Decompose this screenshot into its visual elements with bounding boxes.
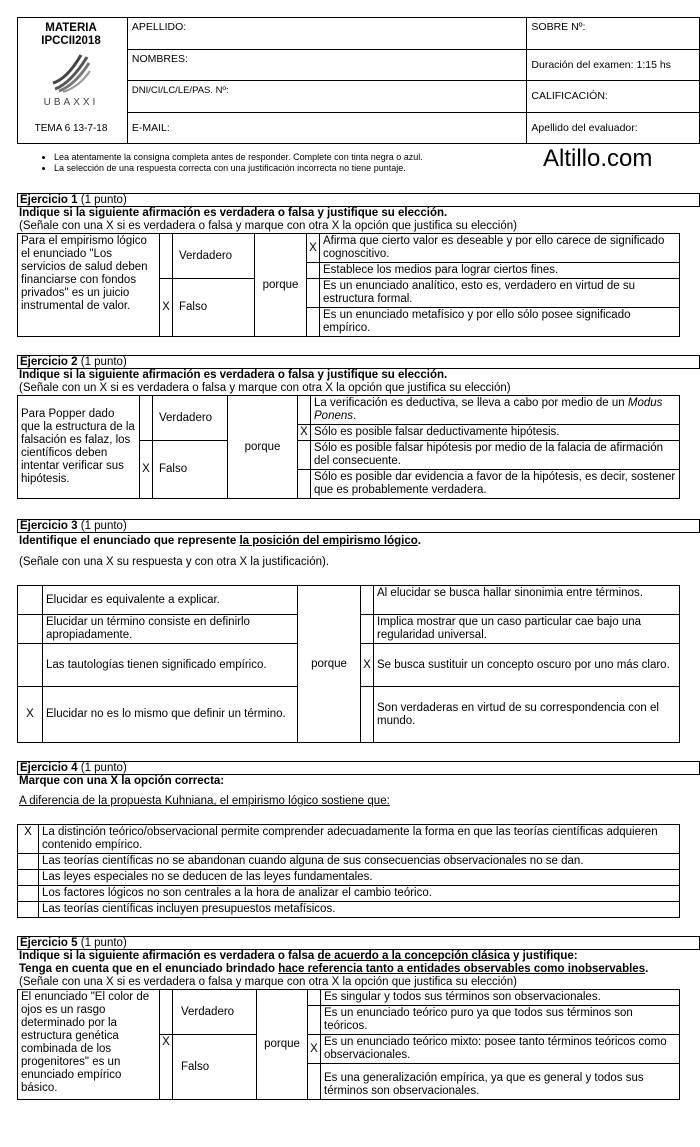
exercise-title [17,936,700,950]
false-label: Falso [153,441,228,499]
exercise-points: (1 punto) [77,194,127,206]
option-text: Sólo es posible falsar hipótesis por medio de la falacia de afirmación del consecuente. [311,441,680,470]
exercise-prompt: A diferencia de la propuesta Kuhniana, el empirismo lógico sostiene que: [19,795,390,807]
exercise-title-label: Ejercicio 1 [20,194,78,206]
nombres-field[interactable]: NOMBRES: [127,50,527,81]
left-mark[interactable] [18,644,43,687]
option-mark[interactable] [18,854,39,870]
option-mark[interactable]: X [298,425,311,441]
apellido-field[interactable]: APELLIDO: [127,18,527,50]
exercise-question: Indique si la siguiente afirmación es verdadera o falsa y justifique su elección. [19,207,448,219]
right-mark[interactable] [361,687,374,743]
option-text: Sólo es posible falsar deductivamente hipótesis. [311,425,680,441]
answer-table [17,585,680,743]
duration-label: Duración del examen: 1:15 hs [527,50,700,81]
option-text: Las teorías científicas no se abandonan cuando alguna de sus consecuencias observacionales no se dan. [39,854,680,870]
option-mark[interactable] [18,886,39,902]
exercise-title-label: Ejercicio 3 [20,520,78,532]
porque-label: porque [228,396,298,499]
option-mark[interactable] [307,263,320,279]
email-field[interactable]: E-MAIL: [127,113,527,144]
exercise-note [17,963,700,976]
ubaxxi-logo-icon [51,53,91,93]
note-part: Tenga en cuenta que en el enunciado brindado [19,963,279,975]
exercise-title [17,355,700,369]
right-option-text: Implica mostrar que un caso particular cae bajo una regularidad universal. [374,615,680,644]
right-option-text: Se busca sustituir un concepto oscuro por uno más claro. [374,644,680,687]
left-mark[interactable] [18,586,43,615]
true-mark[interactable] [160,990,173,1035]
option-text: Las teorías científicas incluyen presupuestos metafísicos. [39,902,680,918]
exercise-points: (1 punto) [77,520,127,532]
true-mark[interactable] [160,234,173,279]
option-text: La distinción teórico/observacional permite comprender adecuadamente la forma en que las teorías científicas adquieren contenido empírico. [39,825,680,854]
question-part: y justifique: [509,950,578,962]
left-option-text: Elucidar un término consiste en definirlo apropiadamente. [43,615,298,644]
option-mark[interactable] [307,279,320,308]
exercise-title [17,519,700,533]
subject-label: MATERIA [45,22,97,34]
right-option-text: Al elucidar se busca hallar sinonimia entre términos. [374,586,680,615]
option-mark[interactable]: X [18,825,39,854]
statement-cell: Para Popper dado que la estructura de la falsación es falaz, los científicos deben intentar verificar sus hipótesis. [18,396,140,499]
option-mark[interactable] [307,308,320,337]
option-mark[interactable] [18,870,39,886]
note-underlined: hace referencia tanto a entidades observables como inobservables [278,963,646,975]
exercise-instruction: (Señale con una X si es verdadera o falsa y marque con otra X la opción que justifica su elección) [19,220,517,232]
right-option-text: Son verdaderas en virtud de su correspondencia con el mundo. [374,687,680,743]
calificacion-field[interactable]: CALIFICACIÓN: [527,81,700,113]
option-text: Los factores lógicos no son centrales a la hora de analizar el cambio teórico. [39,886,680,902]
exercise-5 [17,936,700,1100]
true-label: Verdadero [173,234,255,279]
option-text: Afirma que cierto valor es deseable y por ello carece de significado cognoscitivo. [320,234,680,263]
option-mark[interactable] [298,470,311,499]
answer-table [17,989,680,1100]
question-part: . [417,535,421,547]
subject-title [18,22,124,48]
answer-table [17,395,680,499]
option-text: Es una generalización empírica, ya que es general y todos sus términos son observacionales. [321,1064,680,1100]
option-text: Establece los medios para lograr ciertos fines. [320,263,680,279]
exercise-2 [17,355,700,499]
left-mark[interactable] [18,615,43,644]
evaluator-field[interactable]: Apellido del evaluador: [527,113,700,144]
right-mark[interactable] [361,615,374,644]
exercise-points: (1 punto) [77,762,127,774]
question-part: Indique si la siguiente afirmación es verdadera o falsa [19,950,318,962]
true-label: Verdadero [173,990,257,1035]
option-text-part: La verificación es deductiva, se lleva a cabo por medio de un [314,397,628,409]
exercise-4 [17,761,700,918]
exercise-question [17,950,700,963]
left-option-text: Elucidar es equivalente a explicar. [43,586,298,615]
question-underlined: la posición del empirismo lógico [239,535,418,547]
exercise-instruction: (Señale con una X si es verdadera o falsa y marque con otra X la opción que justifica su elección) [19,976,517,988]
porque-label: porque [255,234,307,337]
false-mark[interactable]: X [160,1035,173,1100]
subject-code: IPCCII2018 [41,35,101,47]
true-mark[interactable] [140,396,153,441]
exercise-question: Indique si la siguiente afirmación es verdadera o falsa y justifique su elección. [19,369,448,381]
porque-label: porque [257,990,308,1100]
true-label: Verdadero [153,396,228,441]
exercise-question: Marque con una X la opción correcta: [19,775,225,787]
false-mark[interactable]: X [160,279,173,337]
left-mark[interactable]: X [18,687,43,743]
left-option-text: Elucidar no es lo mismo que definir un término. [43,687,298,743]
exercise-question [17,535,700,548]
exercise-title-label: Ejercicio 4 [20,762,78,774]
option-text: Es un enunciado analítico, esto es, verdadero en virtud de su estructura formal. [320,279,680,308]
statement-cell: El enunciado "El color de ojos es un rasgo determinado por la estructura genética combinada de los progenitores" es un enunciado empírico básico. [18,990,160,1100]
exercise-title-label: Ejercicio 2 [20,356,78,368]
option-text-part: . [353,410,357,422]
options-table [17,824,680,918]
exercise-title-label: Ejercicio 5 [20,937,78,949]
option-mark[interactable] [298,396,311,425]
exercise-3 [17,519,700,743]
right-mark[interactable] [361,586,374,615]
option-text: Es un enunciado teórico mixto: posee tanto términos teóricos como observacionales. [321,1035,680,1064]
option-mark[interactable] [308,1006,321,1035]
option-text: Es singular y todos sus términos son observacionales. [321,990,680,1006]
exam-header [17,17,700,144]
option-text: Es un enunciado teórico puro ya que todos sus términos son teóricos. [321,1006,680,1035]
subject-box [18,18,128,144]
dni-field[interactable]: DNI/CI/LC/LE/PAS. Nº: [127,81,527,113]
exercise-instruction: (Señale con un X si es verdadera o falsa y marque con otra X la opción que justifica su elección) [19,382,511,394]
option-mark[interactable]: X [308,1035,321,1064]
option-mark[interactable] [298,441,311,470]
instruction-item: • Lea atentamente la consigna completa antes de responder. Complete con tinta negra o azul. [54,152,423,163]
option-text [311,396,680,425]
porque-label: porque [298,586,361,743]
statement-cell: Para el empirismo lógico el enunciado "Los servicios de salud deben financiarse con fondos privados" es un juicio instrumental de valor. [18,234,160,337]
instruction-item: • La selección de una respuesta correcta con una justificación incorrecta no tiene puntaje. [54,163,423,174]
right-mark[interactable]: X [361,644,374,687]
false-label: Falso [173,279,255,337]
option-mark[interactable]: X [307,234,320,263]
exercise-instruction: (Señale con una X su respuesta y con otra X la justificación). [19,556,330,568]
exam-topic: TEMA 6 13-7-18 [34,123,108,134]
note-part: . [645,963,649,975]
question-underlined: de acuerdo a la concepción clásica [317,950,510,962]
question-part: Identifique el enunciado que represente [19,535,240,547]
exercise-points: (1 punto) [77,356,127,368]
option-mark[interactable] [308,990,321,1006]
exercise-1 [17,193,700,337]
left-option-text: Las tautologías tienen significado empírico. [43,644,298,687]
option-text: Es un enunciado metafísico y por ello sólo posee significado empírico. [320,308,680,337]
option-text: Las leyes especiales no se deducen de las leyes fundamentales. [39,870,680,886]
exercise-points: (1 punto) [77,937,127,949]
exercise-title [17,193,700,207]
false-label: Falso [173,1035,257,1100]
sobre-field[interactable]: SOBRE Nº: [527,18,700,50]
exercise-title [17,761,700,775]
watermark: Altillo.com [543,145,653,172]
answer-table [17,233,680,337]
logo-text: UBAXXI [43,97,99,108]
option-text: Sólo es posible dar evidencia a favor de la hipótesis, es decir, sostener que es probablemente verdadera. [311,470,680,499]
instructions-list [40,152,423,174]
option-mark[interactable] [308,1064,321,1100]
false-mark[interactable]: X [140,441,153,499]
option-text-italic: Modus Ponens [314,397,663,422]
option-mark[interactable] [18,902,39,918]
